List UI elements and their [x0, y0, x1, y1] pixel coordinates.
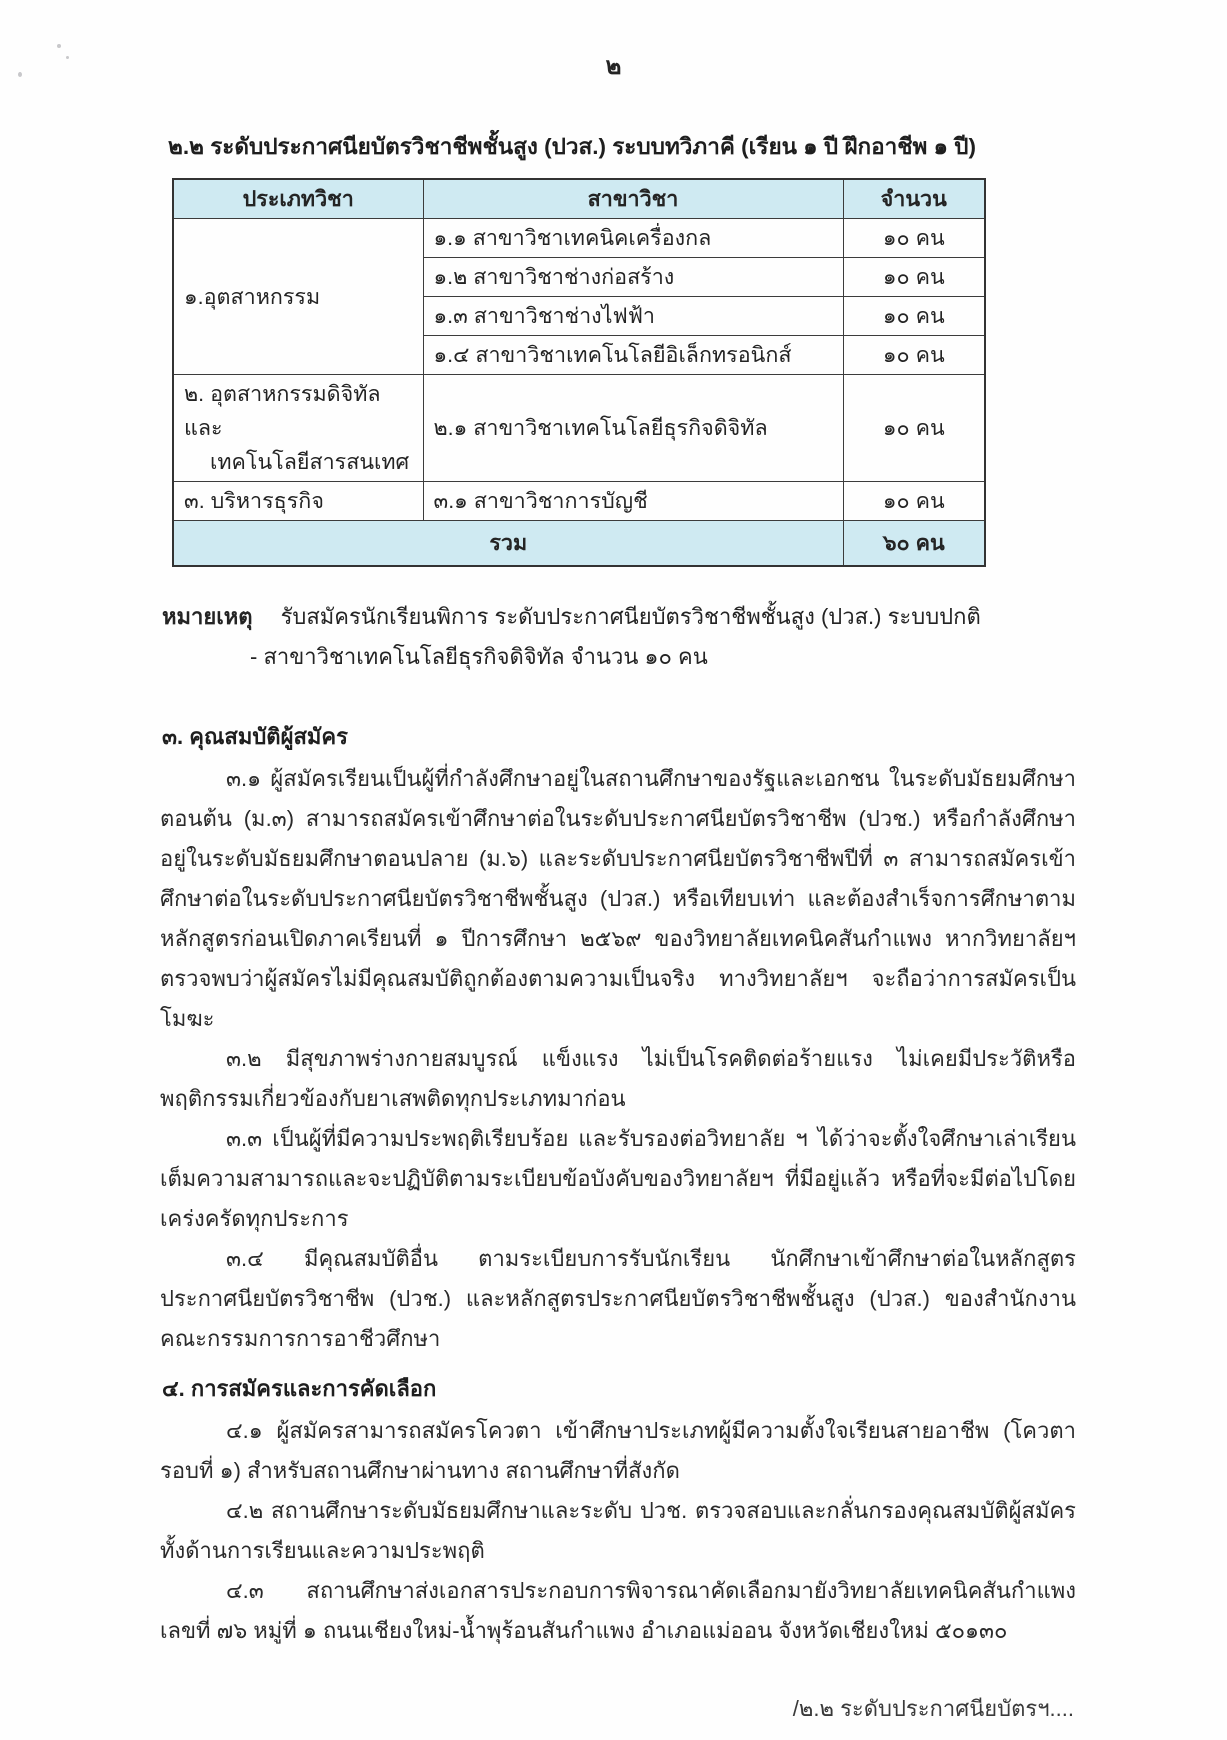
note-block	[162, 597, 1076, 637]
paragraph-4-3: ๔.๓ สถานศึกษาส่งเอกสารประกอบการพิจารณาคัดเลือกมายังวิทยาลัยเทคนิคสันกำแพง เลขที่ ๗๖ หมู่ที่ ๑ ถนนเชียงใหม่-น้ำพุร้อนสันกำแพง อำเภอแม่ออน จังหวัดเชียงใหม่ ๕๐๑๓๐	[160, 1578, 1076, 1643]
document-content	[160, 100, 1076, 1726]
table-cell-major: ๑.๑ สาขาวิชาเทคนิคเครื่องกล	[423, 219, 843, 258]
table-cell-count: ๑๐ คน	[843, 336, 985, 375]
table-total-value: ๖๐ คน	[843, 521, 985, 567]
table-cell-major: ๑.๓ สาขาวิชาช่างไฟฟ้า	[423, 297, 843, 336]
category-label: ๒. อุตสาหกรรมดิจิทัลและ	[184, 382, 381, 440]
note-label: หมายเหตุ	[162, 604, 253, 629]
section3-heading: ๓. คุณสมบัติผู้สมัคร	[162, 724, 348, 749]
table-cell-count: ๑๐ คน	[843, 258, 985, 297]
table-header-row	[173, 179, 985, 219]
table-cell-category	[173, 482, 423, 521]
paragraph-3-1: ๓.๑ ผู้สมัครเรียนเป็นผู้ที่กำลังศึกษาอยู่ในสถานศึกษาของรัฐและเอกชน ในระดับมัธยมศึกษาตอนต้น (ม.๓) สามารถสมัครเข้าศึกษาต่อในระดับประกาศนียบัตรวิชาชีพ (ปวช.) หรือกำลังศึกษาอยู่ในระดับมัธยมศึกษาตอนปลาย (ม.๖) และระดับประกาศนียบัตรวิชาชีพปีที่ ๓ สามารถสมัครเข้าศึกษาต่อในระดับประกาศนียบัตรวิชาชีพชั้นสูง (ปวส.) หรือเทียบเท่า และต้องสำเร็จการศึกษาตามหลักสูตรก่อนเปิดภาคเรียนที่ ๑ ปีการศึกษา ๒๕๖๙ ของวิทยาลัยเทคนิคสันกำแพง หากวิทยาลัยฯ ตรวจพบว่าผู้สมัครไม่มีคุณสมบัติถูกต้องตามความเป็นจริง ทางวิทยาลัยฯ จะถือว่าการสมัครเป็นโมฆะ	[160, 766, 1076, 1031]
table-header-category: ประเภทวิชา	[173, 179, 423, 219]
table-cell-count: ๑๐ คน	[843, 375, 985, 482]
category-label: เทคโนโลยีสารสนเทศ	[210, 450, 410, 474]
admission-quota-table	[172, 178, 986, 567]
table-cell-category	[173, 219, 423, 375]
paragraph-4-2: ๔.๒ สถานศึกษาระดับมัธยมศึกษาและระดับ ปวช. ตรวจสอบและกลั่นกรองคุณสมบัติผู้สมัครทั้งด้านการเรียนและความประพฤติ	[160, 1498, 1076, 1563]
table-header-major: สาขาวิชา	[423, 179, 843, 219]
paragraph-3-4: ๓.๔ มีคุณสมบัติอื่น ตามระเบียบการรับนักเรียน นักศึกษาเข้าศึกษาต่อในหลักสูตรประกาศนียบัตรวิชาชีพ (ปวช.) และหลักสูตรประกาศนียบัตรวิชาชีพชั้นสูง (ปวส.) ของสำนักงานคณะกรรมการการอาชีวศึกษา	[160, 1246, 1076, 1351]
scan-speck	[18, 72, 22, 77]
section-title: ๒.๒ ระดับประกาศนียบัตรวิชาชีพชั้นสูง (ปวส.) ระบบทวิภาคี (เรียน ๑ ปี ฝึกอาชีพ ๑ ปี)	[168, 134, 976, 159]
scan-speck	[57, 44, 61, 48]
table-cell-major: ๒.๑ สาขาวิชาเทคโนโลยีธุรกิจดิจิทัล	[423, 375, 843, 482]
table-cell-category	[173, 375, 423, 482]
page-number: ๒	[605, 53, 622, 80]
paragraph-3-2: ๓.๒ มีสุขภาพร่างกายสมบูรณ์ แข็งแรง ไม่เป็นโรคติดต่อร้ายแรง ไม่เคยมีประวัติหรือพฤติกรรมเกี่ยวข้องกับยาเสพติดทุกประเภทมาก่อน	[160, 1046, 1076, 1111]
table-cell-count: ๑๐ คน	[843, 297, 985, 336]
paragraph-3-3: ๓.๓ เป็นผู้ที่มีความประพฤติเรียบร้อย และรับรองต่อวิทยาลัย ฯ ได้ว่าจะตั้งใจศึกษาเล่าเรียนเต็มความสามารถและจะปฏิบัติตามระเบียบข้อบังคับของวิทยาลัยฯ ที่มีอยู่แล้ว หรือที่จะมีต่อไปโดยเคร่งครัดทุกประการ	[160, 1126, 1076, 1231]
table-cell-count: ๑๐ คน	[843, 482, 985, 521]
table-cell-major: ๑.๒ สาขาวิชาช่างก่อสร้าง	[423, 258, 843, 297]
table-cell-count: ๑๐ คน	[843, 219, 985, 258]
note-text-line2: - สาขาวิชาเทคโนโลยีธุรกิจดิจิทัล จำนวน ๑๐ คน	[250, 644, 708, 669]
continuation-note: /๒.๒ ระดับประกาศนียบัตรฯ....	[792, 1696, 1074, 1721]
category-label: ๓. บริหารธุรกิจ	[184, 489, 324, 513]
table-cell-major: ๓.๑ สาขาวิชาการบัญชี	[423, 482, 843, 521]
category-label: ๑.อุตสาหกรรม	[184, 284, 321, 309]
scan-speck	[66, 56, 69, 59]
table-row	[173, 375, 985, 482]
table-header-count: จำนวน	[843, 179, 985, 219]
table-total-label: รวม	[173, 521, 843, 567]
table-total-row	[173, 521, 985, 567]
table-row	[173, 482, 985, 521]
paragraph-4-1: ๔.๑ ผู้สมัครสามารถสมัครโควตา เข้าศึกษาประเภทผู้มีความตั้งใจเรียนสายอาชีพ (โควตารอบที่ ๑) สำหรับสถานศึกษาผ่านทาง สถานศึกษาที่สังกัด	[160, 1418, 1076, 1483]
section4-heading: ๔. การสมัครและการคัดเลือก	[162, 1376, 437, 1401]
table-row	[173, 219, 985, 258]
note-text: รับสมัครนักเรียนพิการ ระดับประกาศนียบัตรวิชาชีพชั้นสูง (ปวส.) ระบบปกติ	[280, 604, 981, 629]
table-cell-major: ๑.๔ สาขาวิชาเทคโนโลยีอิเล็กทรอนิกส์	[423, 336, 843, 375]
